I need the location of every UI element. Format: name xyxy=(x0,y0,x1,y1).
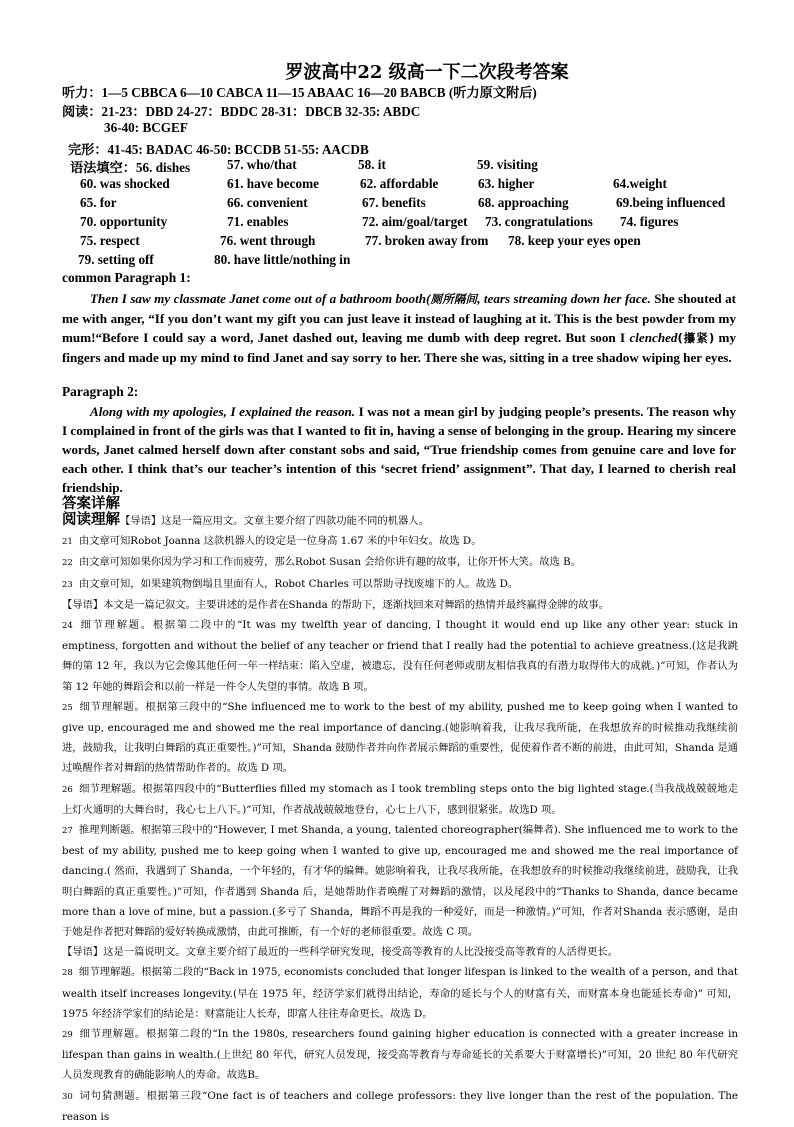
reading-answers: 阅读：21-23：DBD 24-27：BDDC 28-31：DBCB 32-35: ABDC xyxy=(62,104,421,119)
grammar-cell: 63. higher xyxy=(478,176,535,191)
paragraph-1-lead-gloss: 厕所隔间 xyxy=(430,292,478,306)
question-number: 27 xyxy=(62,826,73,837)
explanation-text: 细节理解题。根据第二段中的“It was my twelfth year of dancing, I thought it would end up like any other year: stuck in emptiness, forgotten and without the belief of any teacher or friend that I really had the potential to achieve greatness.(这是我跳舞的第 12 年，我以为它会像其他任何一年一样结束：陷入空虚，被遗忘，没有任何老师或朋友相信我真的有潜力取得伟大的成就。)”可知，作者认为第 12 年她的舞蹈会和以前一样是一件令人失望的事情。故选 B 项。 xyxy=(62,619,738,693)
explanation-item xyxy=(62,820,738,942)
question-number: 29 xyxy=(62,1030,73,1041)
grammar-cell: 71. enables xyxy=(227,214,289,229)
grammar-cell: 59. visiting xyxy=(477,157,538,172)
grammar-cell: 79. setting off xyxy=(78,252,154,267)
explanation-item xyxy=(62,595,738,615)
explanation-text: 细节理解题。根据第二段的“Back in 1975, economists concluded that longer lifespan is linked to the wealth of a person, and that wealth itself increases longevity.(早在 1975 年，经济学家们就得出结论，寿命的延长与个人的财富有关，而财富本身也能延长寿命)” 可知，1975 年经济学家们的结论是：财富能让人长寿，即富人往往寿命更长。故选 D。 xyxy=(62,966,738,1020)
explanation-text: 细节理解题。根据第二段的“In the 1980s, researchers found gaining higher education is connected with a greater increase in lifespan than gains in wealth.(上世纪 80 年代，研究人员发现，接受高等教育与寿命延长的关系要大于财富增长)”可知，20 世纪 80 年代研究人员发现教育的确能影响人的寿命。故选B。 xyxy=(62,1028,738,1082)
paragraph-1-text-a: She shouted at me with anger, “If you don’t want my gift you can just leave it instead of laughing at it. This is the best powder from my mum!“Before I could say a word, Janet dashed out, leaving me dumb with deep regret. But soon I xyxy=(62,291,737,345)
paragraph-1-clenched: clenched xyxy=(629,330,678,345)
grammar-cell: 75. respect xyxy=(80,233,140,248)
explanation-item xyxy=(62,697,738,779)
explanation-heading: 答案详解 xyxy=(62,496,120,512)
grammar-cell: 语法填空：56. dishes xyxy=(70,160,191,175)
question-number: 26 xyxy=(62,784,73,795)
writing-paragraph-1 xyxy=(62,289,736,367)
writing-paragraph-2 xyxy=(62,402,736,497)
paragraph-1-clenched-gloss: (攥紧) xyxy=(677,331,715,345)
grammar-cell: 66. convenient xyxy=(227,195,308,210)
explanation-text: 词句猜测题。根据第三段“One fact is of teachers and college professors: they live longer than the rest of the population. The reason is xyxy=(62,1089,738,1123)
grammar-cell: 62. affordable xyxy=(360,176,439,191)
explanation-item xyxy=(62,574,738,595)
grammar-cell: 80. have little/nothing in xyxy=(214,252,351,267)
grammar-cell: 61. have become xyxy=(227,176,319,191)
paragraph-1-lead-end: , tears streaming down her face. xyxy=(477,291,651,306)
question-number: 30 xyxy=(62,1091,73,1102)
question-number: 22 xyxy=(62,558,73,569)
reading-section-label: 阅读理解 xyxy=(62,512,120,528)
explanation-text: 由文章可知如果你因为学习和工作而疲劳，那么Robot Susan 会给你讲有趣的故事，让你开怀大笑。故选 B。 xyxy=(78,556,582,569)
grammar-cell: 76. went through xyxy=(220,233,316,248)
explanation-text: 由文章可知，如果建筑物倒塌且里面有人，Robot Charles 可以帮助寻找废墟下的人。故选 D。 xyxy=(78,577,519,590)
paragraph-2-label: Paragraph 2: xyxy=(62,384,139,399)
explanation-text: 【导语】这是一篇应用文。文章主要介绍了四款功能不同的机器人。 xyxy=(120,515,429,527)
explanation-text: 由文章可知Robot Joanna 这款机器人的设定是一位身高 1.67 米的中年妇女。故选 D。 xyxy=(78,535,482,548)
paragraph-1-lead: Then I saw my classmate Janet come out of a bathroom booth( xyxy=(90,291,431,306)
question-number: 28 xyxy=(62,968,73,979)
explanation-item xyxy=(62,779,738,820)
paragraph-2-text: I was not a mean girl by judging people’s presents. The reason why I complained in front of the girls was that I wanted to fit in, having a sense of belonging in the group. Hearing my sincere words, Janet calmed herself down after constant sobs and said, “True friendship comes from genuine care and love for each other. I think that’s our teacher’s intention of this ‘secret friend’ assignment”. That day, I learned to cherish real friendship. xyxy=(62,404,736,495)
explanation-item xyxy=(62,510,738,531)
grammar-cell: 77. broken away from xyxy=(365,233,489,248)
grammar-cell: 58. it xyxy=(358,157,386,172)
explanation-item xyxy=(62,1086,738,1127)
grammar-cell: 70. opportunity xyxy=(80,214,168,229)
grammar-cell: 68. approaching xyxy=(478,195,569,210)
paragraph-2-lead: Along with my apologies, I explained the reason. xyxy=(90,404,356,419)
grammar-cell: 69.being influenced xyxy=(616,195,726,210)
grammar-cell: 72. aim/goal/target xyxy=(362,214,468,229)
question-number: 25 xyxy=(62,702,73,713)
grammar-cell: 74. figures xyxy=(620,214,679,229)
grammar-cell: 60. was shocked xyxy=(80,176,170,191)
explanation-list xyxy=(62,510,738,1127)
cloze-answers: 完形：41-45: BADAC 46-50: BCCDB 51-55: AACDB xyxy=(68,142,369,157)
explanation-text: 【导语】本文是一篇记叙文。主要讲述的是作者在Shanda 的帮助下，逐渐找回来对舞蹈的热情并最终赢得金牌的故事。 xyxy=(62,598,610,611)
explanation-item xyxy=(62,552,738,573)
grammar-cell: 65. for xyxy=(80,195,117,210)
explanation-item xyxy=(62,962,738,1024)
explanation-text: 推理判断题。根据第三段中的“However, I met Shanda, a young, talented choreographer(编舞者). She influenced me to work to the best of my ability, pushed me to keep going when I wanted to give up, encouraged me and showed me the real importance of dancing.( 然而，我遇到了 Shanda，一个年轻的，有才华的编舞。她影响着我，让我尽我所能，在我想放弃的时候推动我继续前进，鼓励我，让我明白舞蹈的真正重要性。)”可知，作者遇到 Shanda 后，是她帮助作者唤醒了对舞蹈的激情，以及尾段中的“Thanks to Shanda, dance became more than a love of mine, but a passion.(多亏了 Shanda，舞蹈不再是我的一种爱好，而是一种激情。)”可知，作者对Shanda 表示感谢，是由于她是作者把对舞蹈的爱好转换成激情，由此可推断，有一个好的老师很重要。故选 C 项。 xyxy=(62,824,738,939)
explanation-item xyxy=(62,942,738,962)
paragraph-1-text-b: my fingers and made up my mind to find Janet and say sorry to her. There she was, sitting in a tree shadow wiping her eyes. xyxy=(62,330,737,365)
explanation-text: 【导语】这是一篇说明文。文章主要介绍了最近的一些科学研究发现，接受高等教育的人比没接受高等教育的人活得更长。 xyxy=(62,946,619,959)
listening-answers: 听力：1—5 CBBCA 6—10 CABCA 11—15 ABAAC 16—20 BABCB (听力原文附后) xyxy=(62,85,537,100)
grammar-cell: 67. benefits xyxy=(362,195,426,210)
explanation-text: 细节理解题。根据第四段中的“Butterflies filled my stomach as I took trembling steps onto the big lighted stage.(当我战战兢兢地走上灯火通明的大舞台时，我心七上八下。)”可知，作者战战兢兢地登台，心七上八下，感到很紧张。故选D 项。 xyxy=(62,782,738,816)
grammar-cell: 64.weight xyxy=(613,176,667,191)
reading-answers-36-40: 36-40: BCGEF xyxy=(104,120,188,135)
explanation-item xyxy=(62,615,738,697)
question-number: 23 xyxy=(62,579,73,590)
grammar-cell: 78. keep your eyes open xyxy=(508,233,641,248)
grammar-cell: 73. congratulations xyxy=(485,214,593,229)
explanation-item xyxy=(62,1024,738,1086)
question-number: 24 xyxy=(62,621,73,632)
page-title: 罗波高中22 级高一下二次段考答案 xyxy=(285,62,569,83)
explanation-item xyxy=(62,531,738,552)
question-number: 21 xyxy=(62,537,73,548)
grammar-cell: 57. who/that xyxy=(227,157,297,172)
explanation-text: 细节理解题。根据第三段中的“She influenced me to work to the best of my ability, pushed me to keep going when I wanted to give up, encouraged me and showed me the real importance of dancing.(她影响着我，让我尽我所能，在我想放弃的时候推动我继续前进，鼓励我，让我明白舞蹈的真正重要性。)”可知，Shanda 鼓励作者并向作者展示舞蹈的重要性，促使着作者不断的前进，由此可知，Shanda 是通过唤醒作者对舞蹈的热情帮助作者的。故选 D 项。 xyxy=(62,700,738,775)
paragraph-1-label: common Paragraph 1: xyxy=(62,270,191,285)
